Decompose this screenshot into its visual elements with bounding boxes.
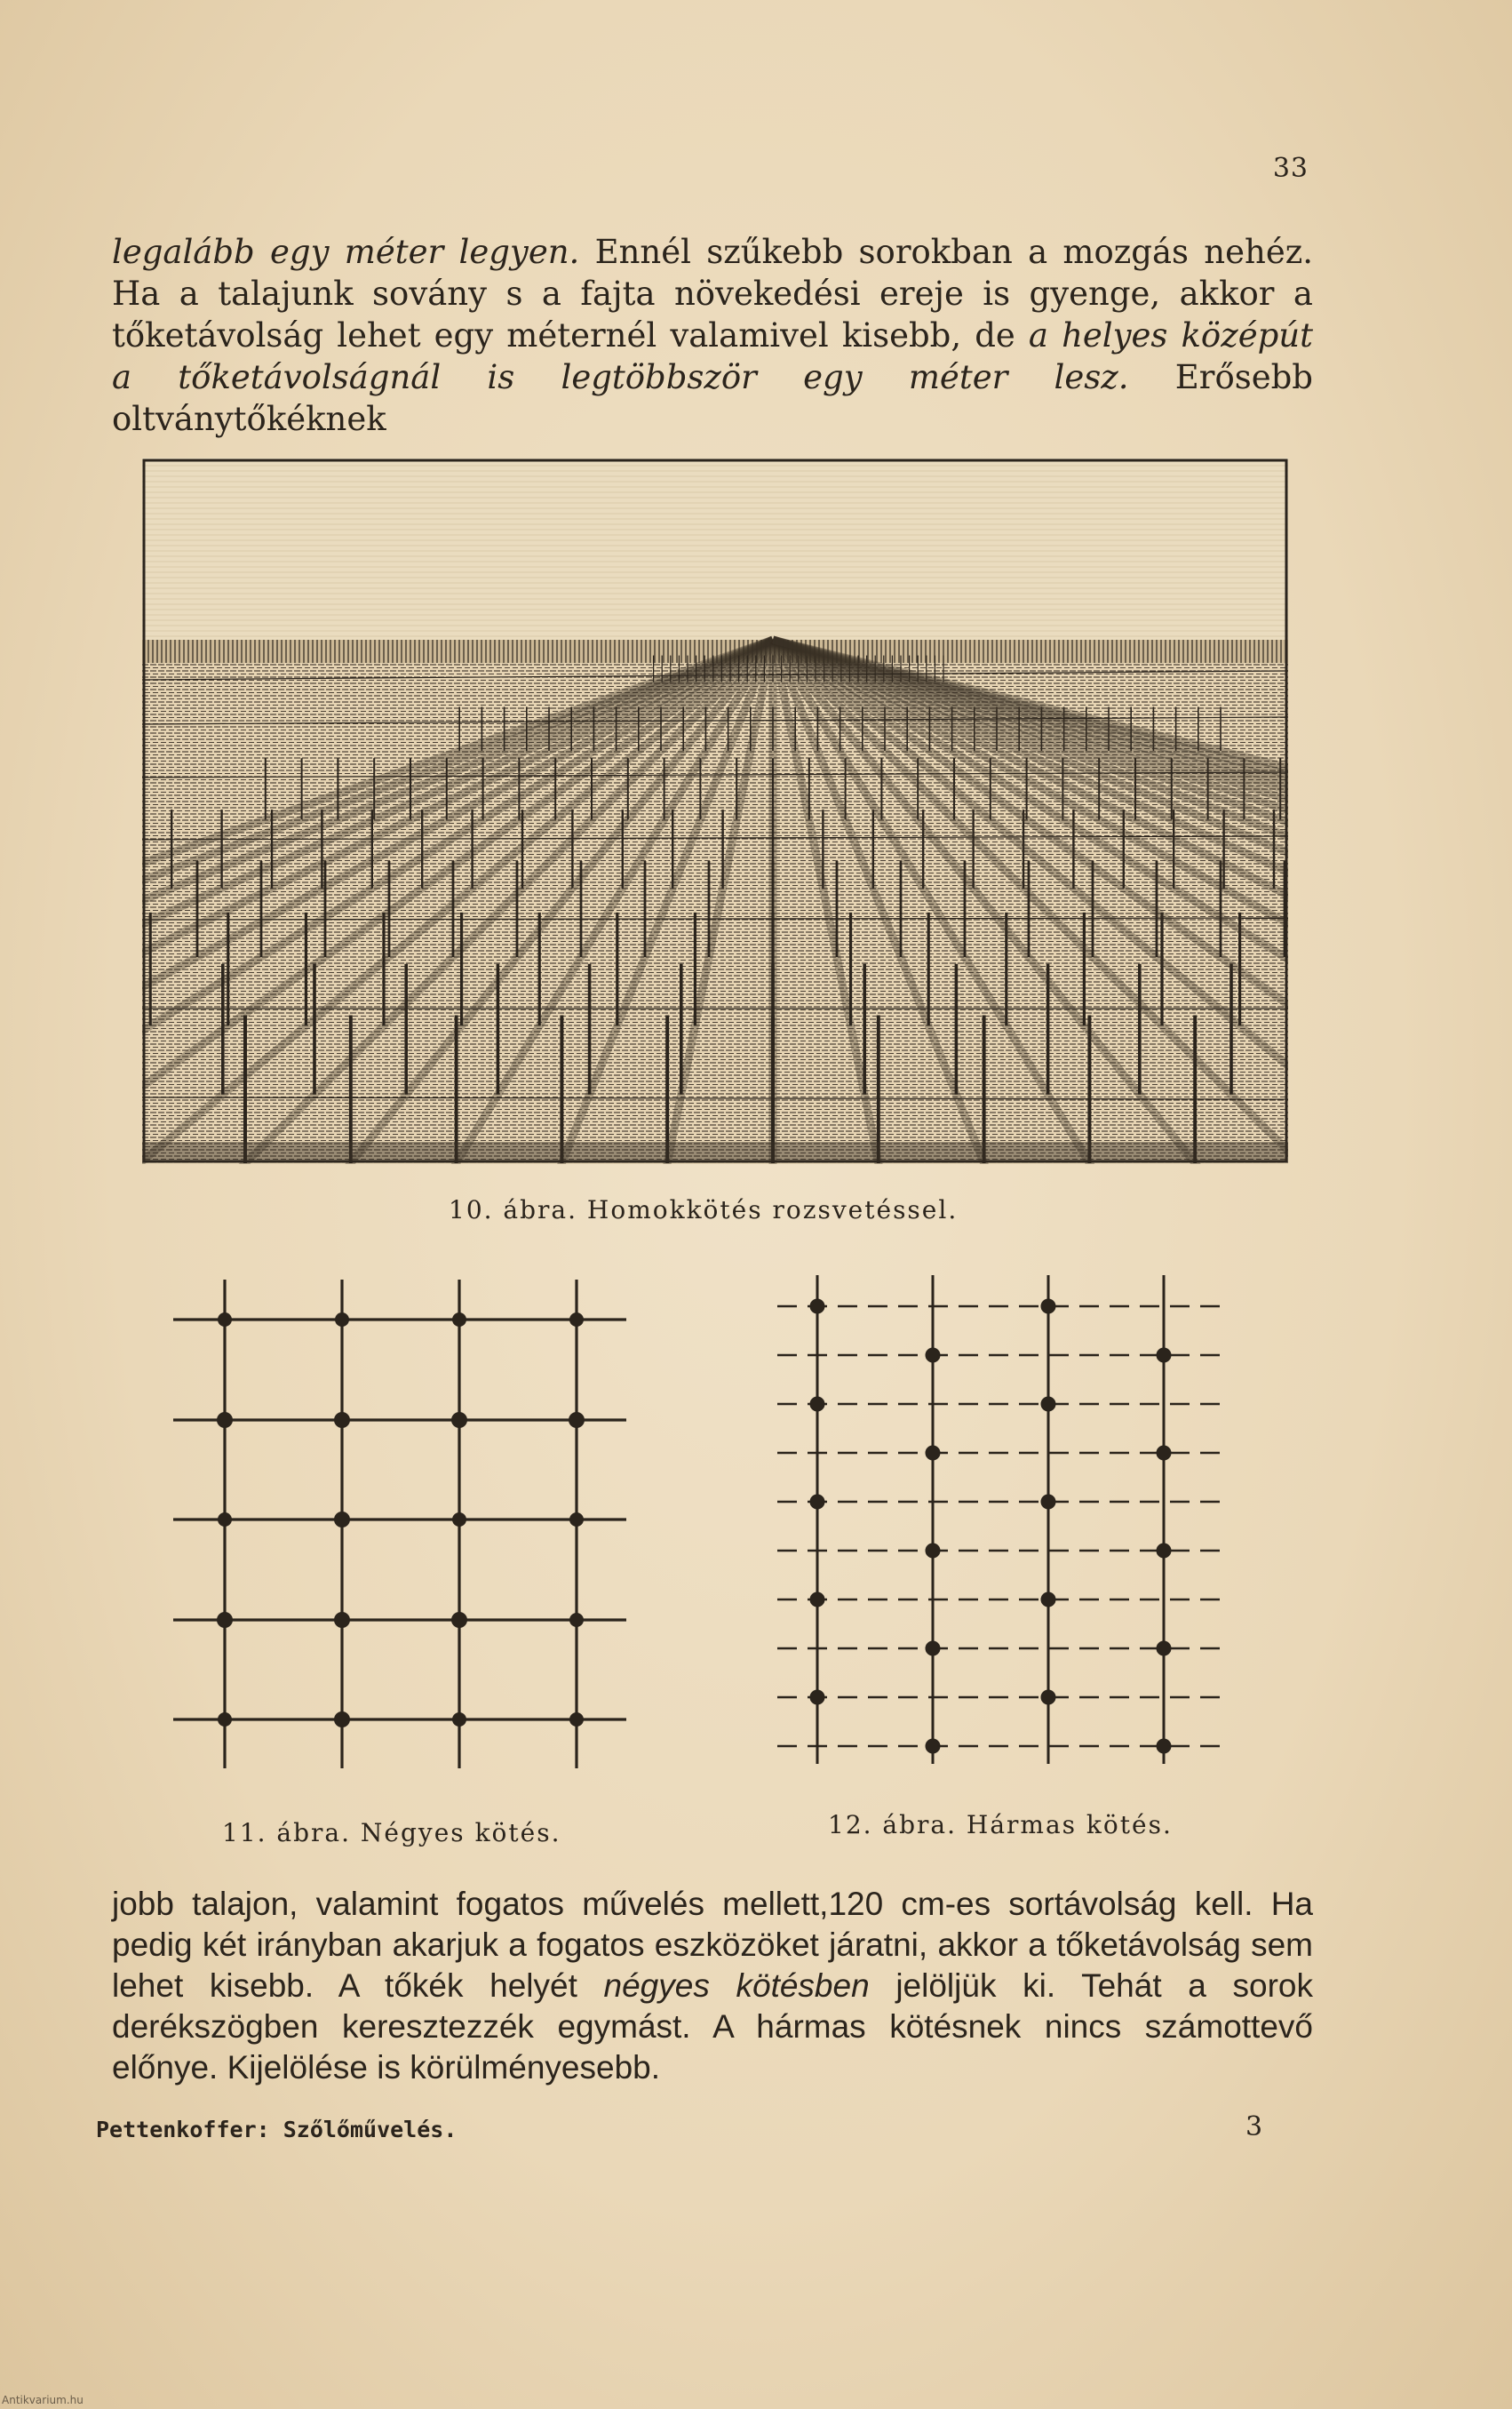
text-italic-3: négyes kötésben — [603, 1967, 870, 2004]
text-regular-3: jobb talajon, valamint fogatos művelés mellett,120 cm-es sortávolság kell. Ha pedig két irányban akarjuk a fogatos eszközöket járatni, akkor a tőketávolság sem lehet kisebb. A tőkék helyét — [112, 1886, 1313, 2004]
footer-signature-number: 3 — [1245, 2111, 1263, 2142]
figure-11-caption: 11. ábra. Négyes kötés. — [222, 1818, 561, 1847]
vineyard-illustration — [142, 458, 1288, 1164]
triangular-planting-diagram — [773, 1266, 1235, 1773]
footer-author-title: Pettenkoffer: Szőlőművelés. — [96, 2117, 458, 2142]
text-italic-2: a helyes középút a tőketávolságnál is legtöbbször egy méter lesz. — [112, 316, 1313, 396]
text-regular-4: jelöljük ki. Tehát a sorok derékszögben keresztezzék egymást. A hármas kötésnek nincs számottevő előnye. Kijelölése is körülményesebb. — [112, 1967, 1313, 2086]
paragraph-bottom — [112, 1884, 1313, 2088]
paragraph-top — [112, 231, 1313, 440]
figure-10-caption: 10. ábra. Homokkötés rozsvetéssel. — [449, 1195, 959, 1224]
watermark-stamp: Antikvarium.hu — [2, 2394, 84, 2406]
page-number: 33 — [1272, 153, 1309, 184]
text-italic-1: legalább egy méter legyen. — [112, 233, 580, 271]
square-planting-diagram — [173, 1271, 635, 1777]
text-regular-1: Ennél szűkebb sorokban a mozgás nehéz. Ha a talajunk sovány s a fajta növekedési ereje is gyenge, akkor a tőketávolság lehet egy méternél valamivel kisebb, de — [112, 233, 1313, 355]
figure-12-caption: 12. ábra. Hármas kötés. — [828, 1810, 1173, 1839]
text-regular-2: Erősebb oltványtőkéknek — [112, 358, 1313, 438]
